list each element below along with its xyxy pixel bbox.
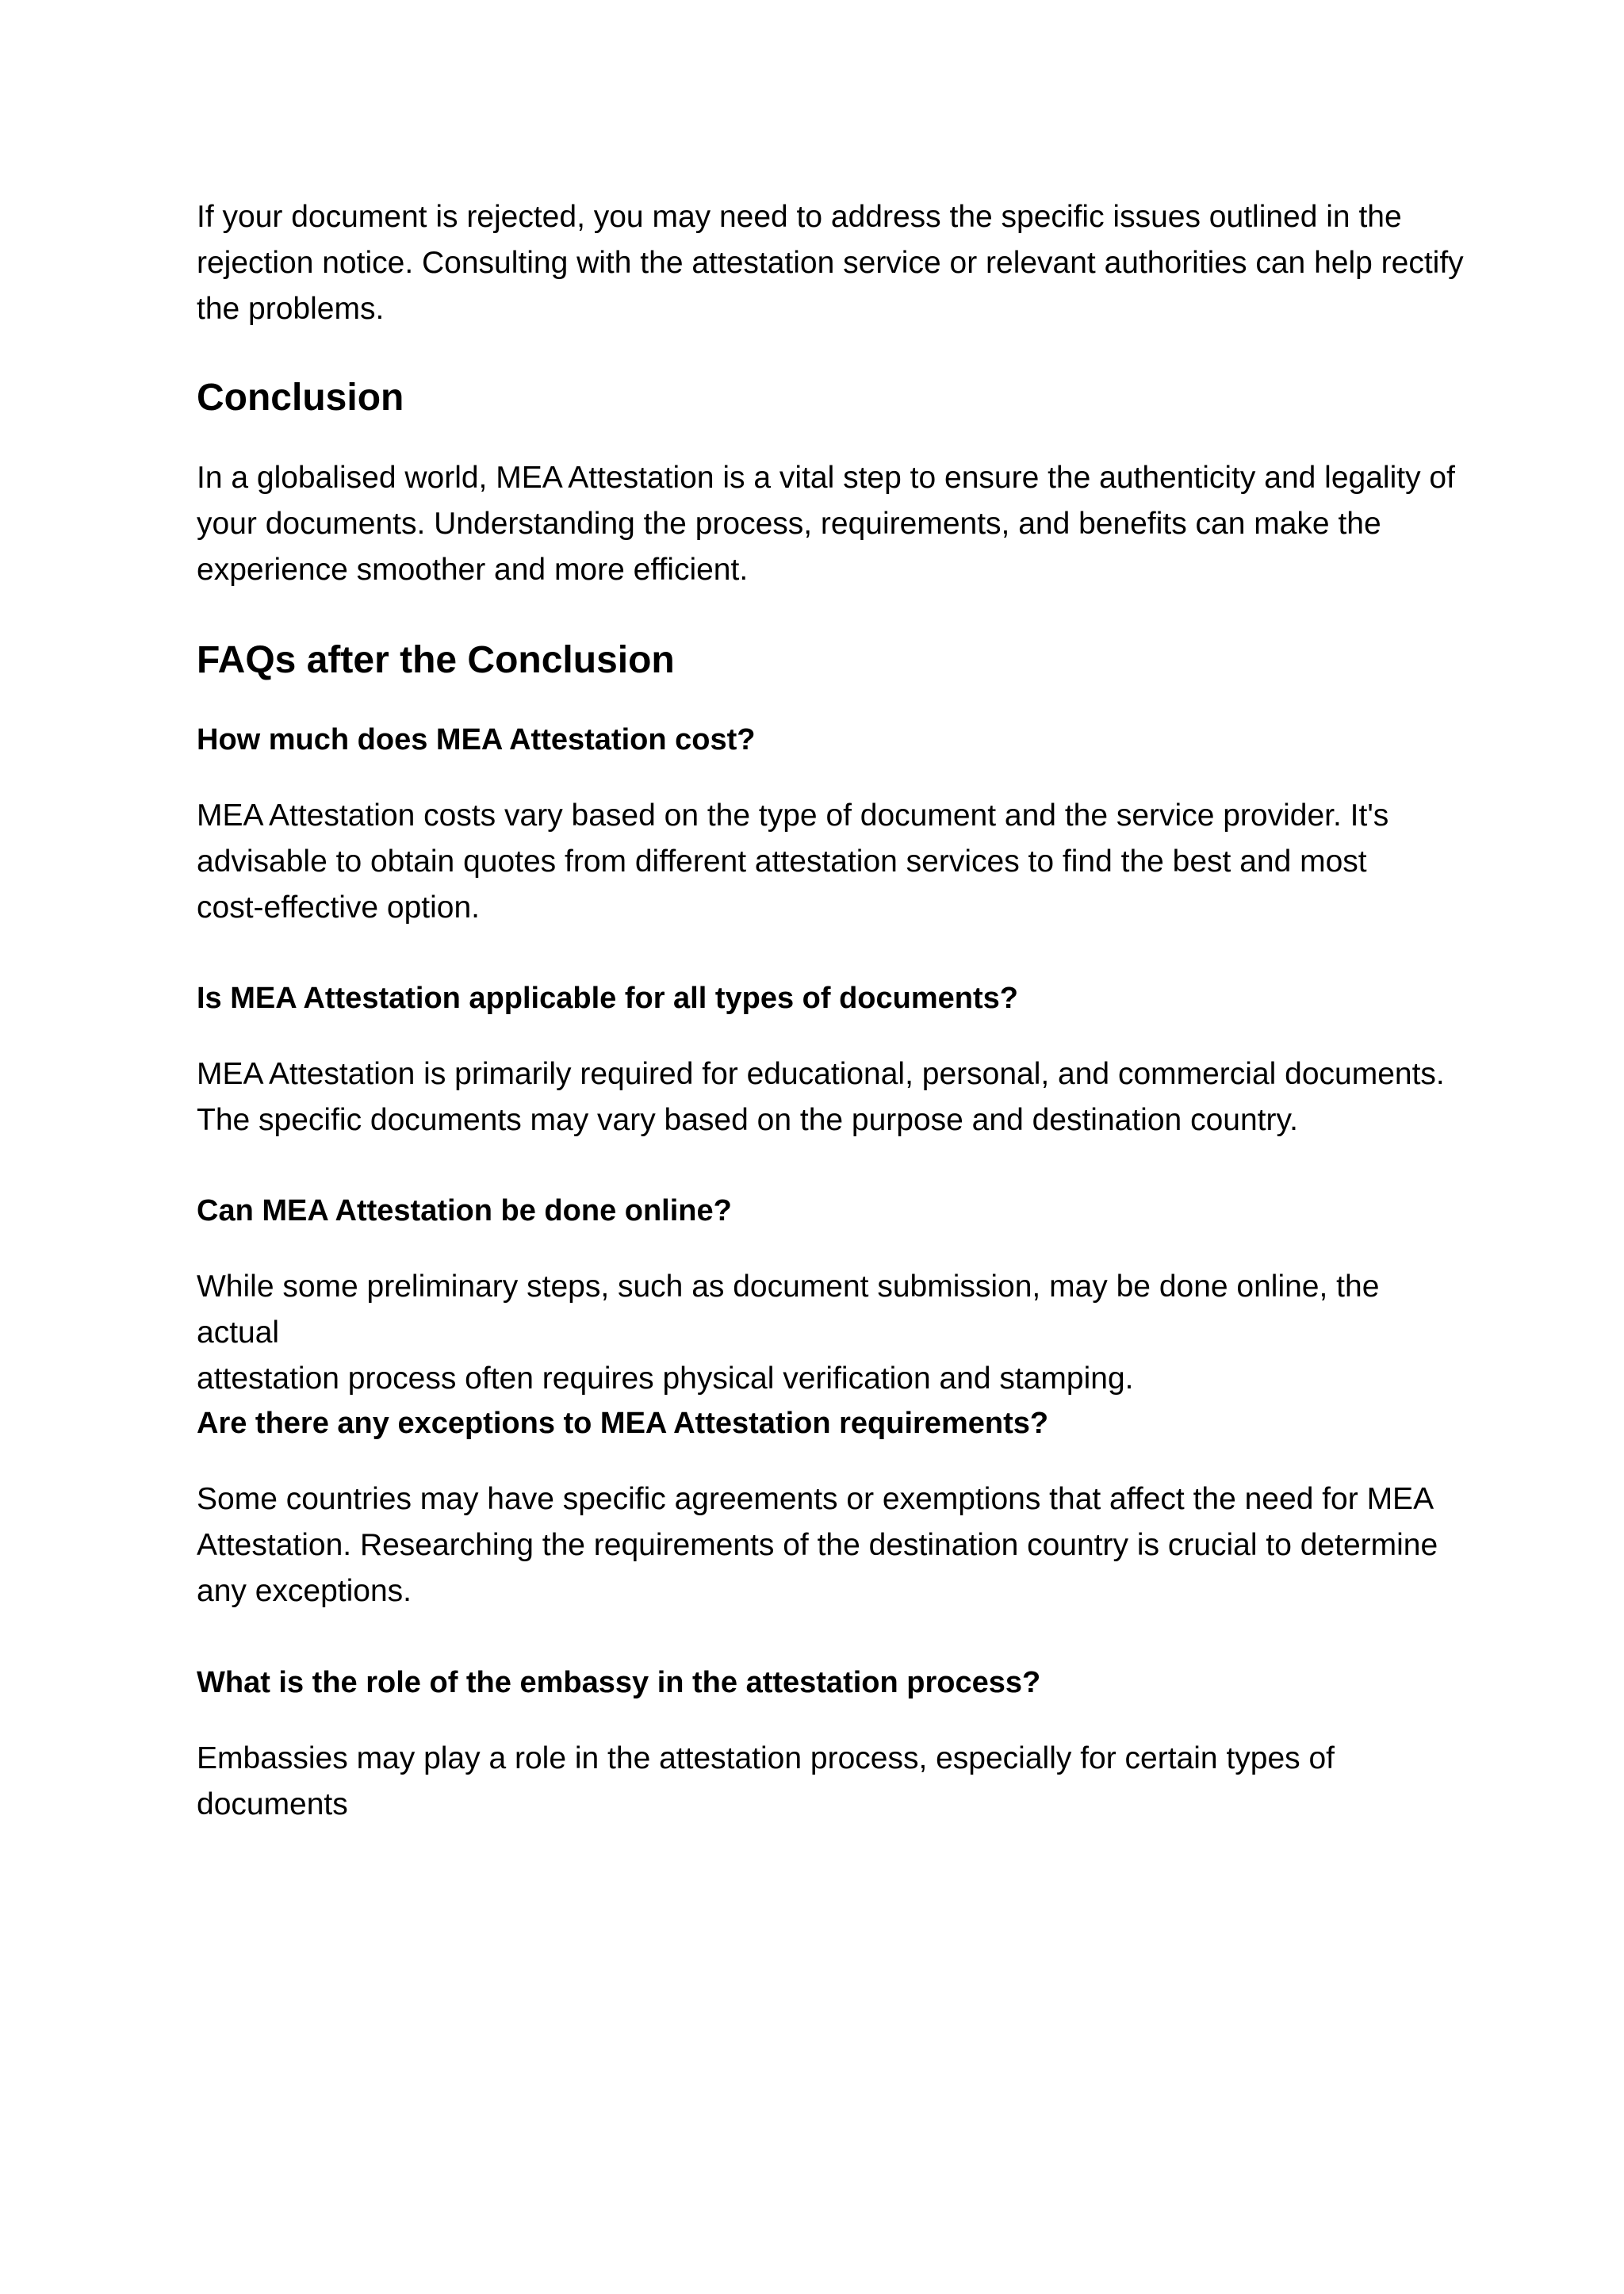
conclusion-heading: Conclusion <box>197 377 404 419</box>
rejection-paragraph: If your document is rejected, you may need to address the specific issues outlined in the rejection notice. Consulting with the attestation service or relevant authorities can help rectify the problems. <box>197 200 1464 326</box>
faqs-heading: FAQs after the Conclusion <box>197 639 675 681</box>
faq-answer-embassy: Embassies may play a role in the attestation process, especially for certain types of documents <box>197 1741 1335 1821</box>
faq-answer-exceptions: Some countries may have specific agreements or exemptions that affect the need for MEA Attestation. Researching the requirements of the destination country is crucial to determine any exceptions. <box>197 1482 1438 1608</box>
faq-answer-applicable: MEA Attestation is primarily required for educational, personal, and commercial documents. The specific documents may vary based on the purpose and destination country. <box>197 1057 1445 1137</box>
faq-question-applicable: Is MEA Attestation applicable for all types of documents? <box>197 982 1019 1015</box>
faq-answer-online: While some preliminary steps, such as document submission, may be done online, the actual attestation process often requires physical verification and stamping. <box>197 1270 1380 1396</box>
conclusion-paragraph: In a globalised world, MEA Attestation is a vital step to ensure the authenticity and legality of your documents. Understanding the process, requirements, and benefits can make the experience smoother and more efficient. <box>197 461 1455 587</box>
faq-answer-cost: MEA Attestation costs vary based on the type of document and the service provider. It's advisable to obtain quotes from different attestation services to find the best and most cost-effective option. <box>197 798 1389 925</box>
faq-question-exceptions: Are there any exceptions to MEA Attestation requirements? <box>197 1407 1049 1440</box>
faq-question-online: Can MEA Attestation be done online? <box>197 1194 732 1227</box>
faq-question-embassy: What is the role of the embassy in the attestation process? <box>197 1666 1041 1699</box>
faq-question-cost: How much does MEA Attestation cost? <box>197 723 756 756</box>
